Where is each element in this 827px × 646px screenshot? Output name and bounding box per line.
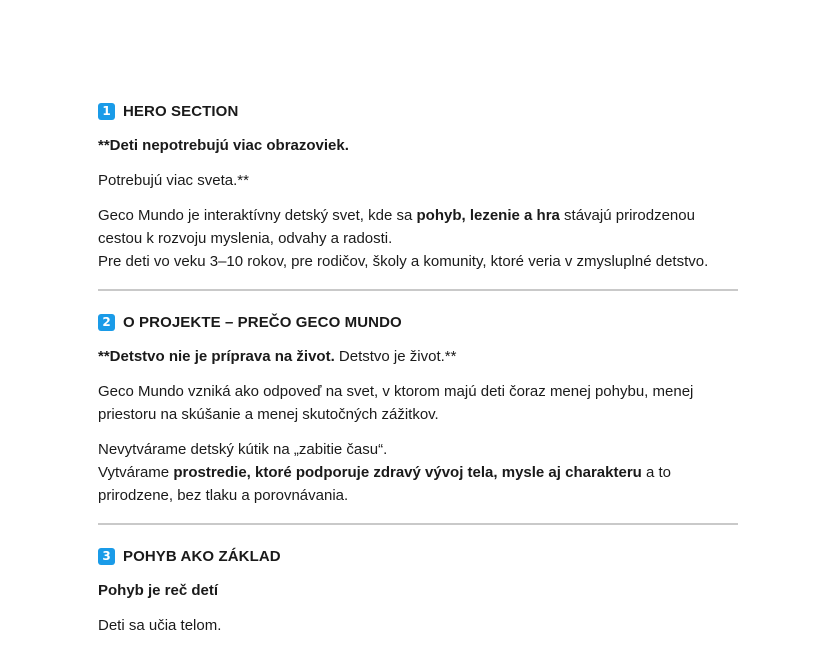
section-2-tagline: **Detstvo nie je príprava na život. Detstvo je život.** [98, 348, 457, 365]
section-3-partial-line: Deti sa učia telom. [98, 617, 222, 634]
number-2-icon: 2 [98, 314, 115, 331]
section-1-paragraph-line2: Pre deti vo veku 3–10 rokov, pre rodičov, školy a komunity, ktoré veria v zmysluplné detstvo. [98, 253, 709, 270]
section-1-paragraph: Geco Mundo je interaktívny detský svet, kde sa pohyb, lezenie a hra stávajú prirodzenou cestou k rozvoju myslenia, odvahy a radosti. [98, 207, 695, 247]
section-2-title: O PROJEKTE – PREČO GECO MUNDO [123, 313, 402, 331]
number-3-icon: 3 [98, 548, 115, 565]
section-1-tagline-line1: **Deti nepotrebujú viac obrazoviek. [98, 137, 349, 154]
section-1-heading [98, 100, 738, 122]
section-2-heading [98, 311, 738, 333]
number-1-icon: 1 [98, 103, 115, 120]
section-1-tagline-line2: Potrebujú viac sveta.** [98, 172, 249, 189]
section-3-title: POHYB AKO ZÁKLAD [123, 547, 281, 565]
document-content [98, 100, 738, 637]
section-2-paragraph-2: Vytvárame prostredie, ktoré podporuje zdravý vývoj tela, mysle aj charakteru a to prirodzene, bez tlaku a porovnávania. [98, 464, 672, 504]
section-2-paragraph-1: Geco Mundo vzniká ako odpoveď na svet, v ktorom majú deti čoraz menej pohybu, menej priestoru na skúšanie a menej skutočných zážitkov. [98, 383, 694, 423]
section-3-heading [98, 545, 738, 567]
section-2-paragraph-2-line1: Nevytvárame detský kútik na „zabitie času“. [98, 441, 388, 458]
section-divider [98, 289, 738, 291]
section-3-subheading: Pohyb je reč detí [98, 582, 219, 599]
section-divider [98, 523, 738, 525]
section-1-title: HERO SECTION [123, 102, 239, 120]
